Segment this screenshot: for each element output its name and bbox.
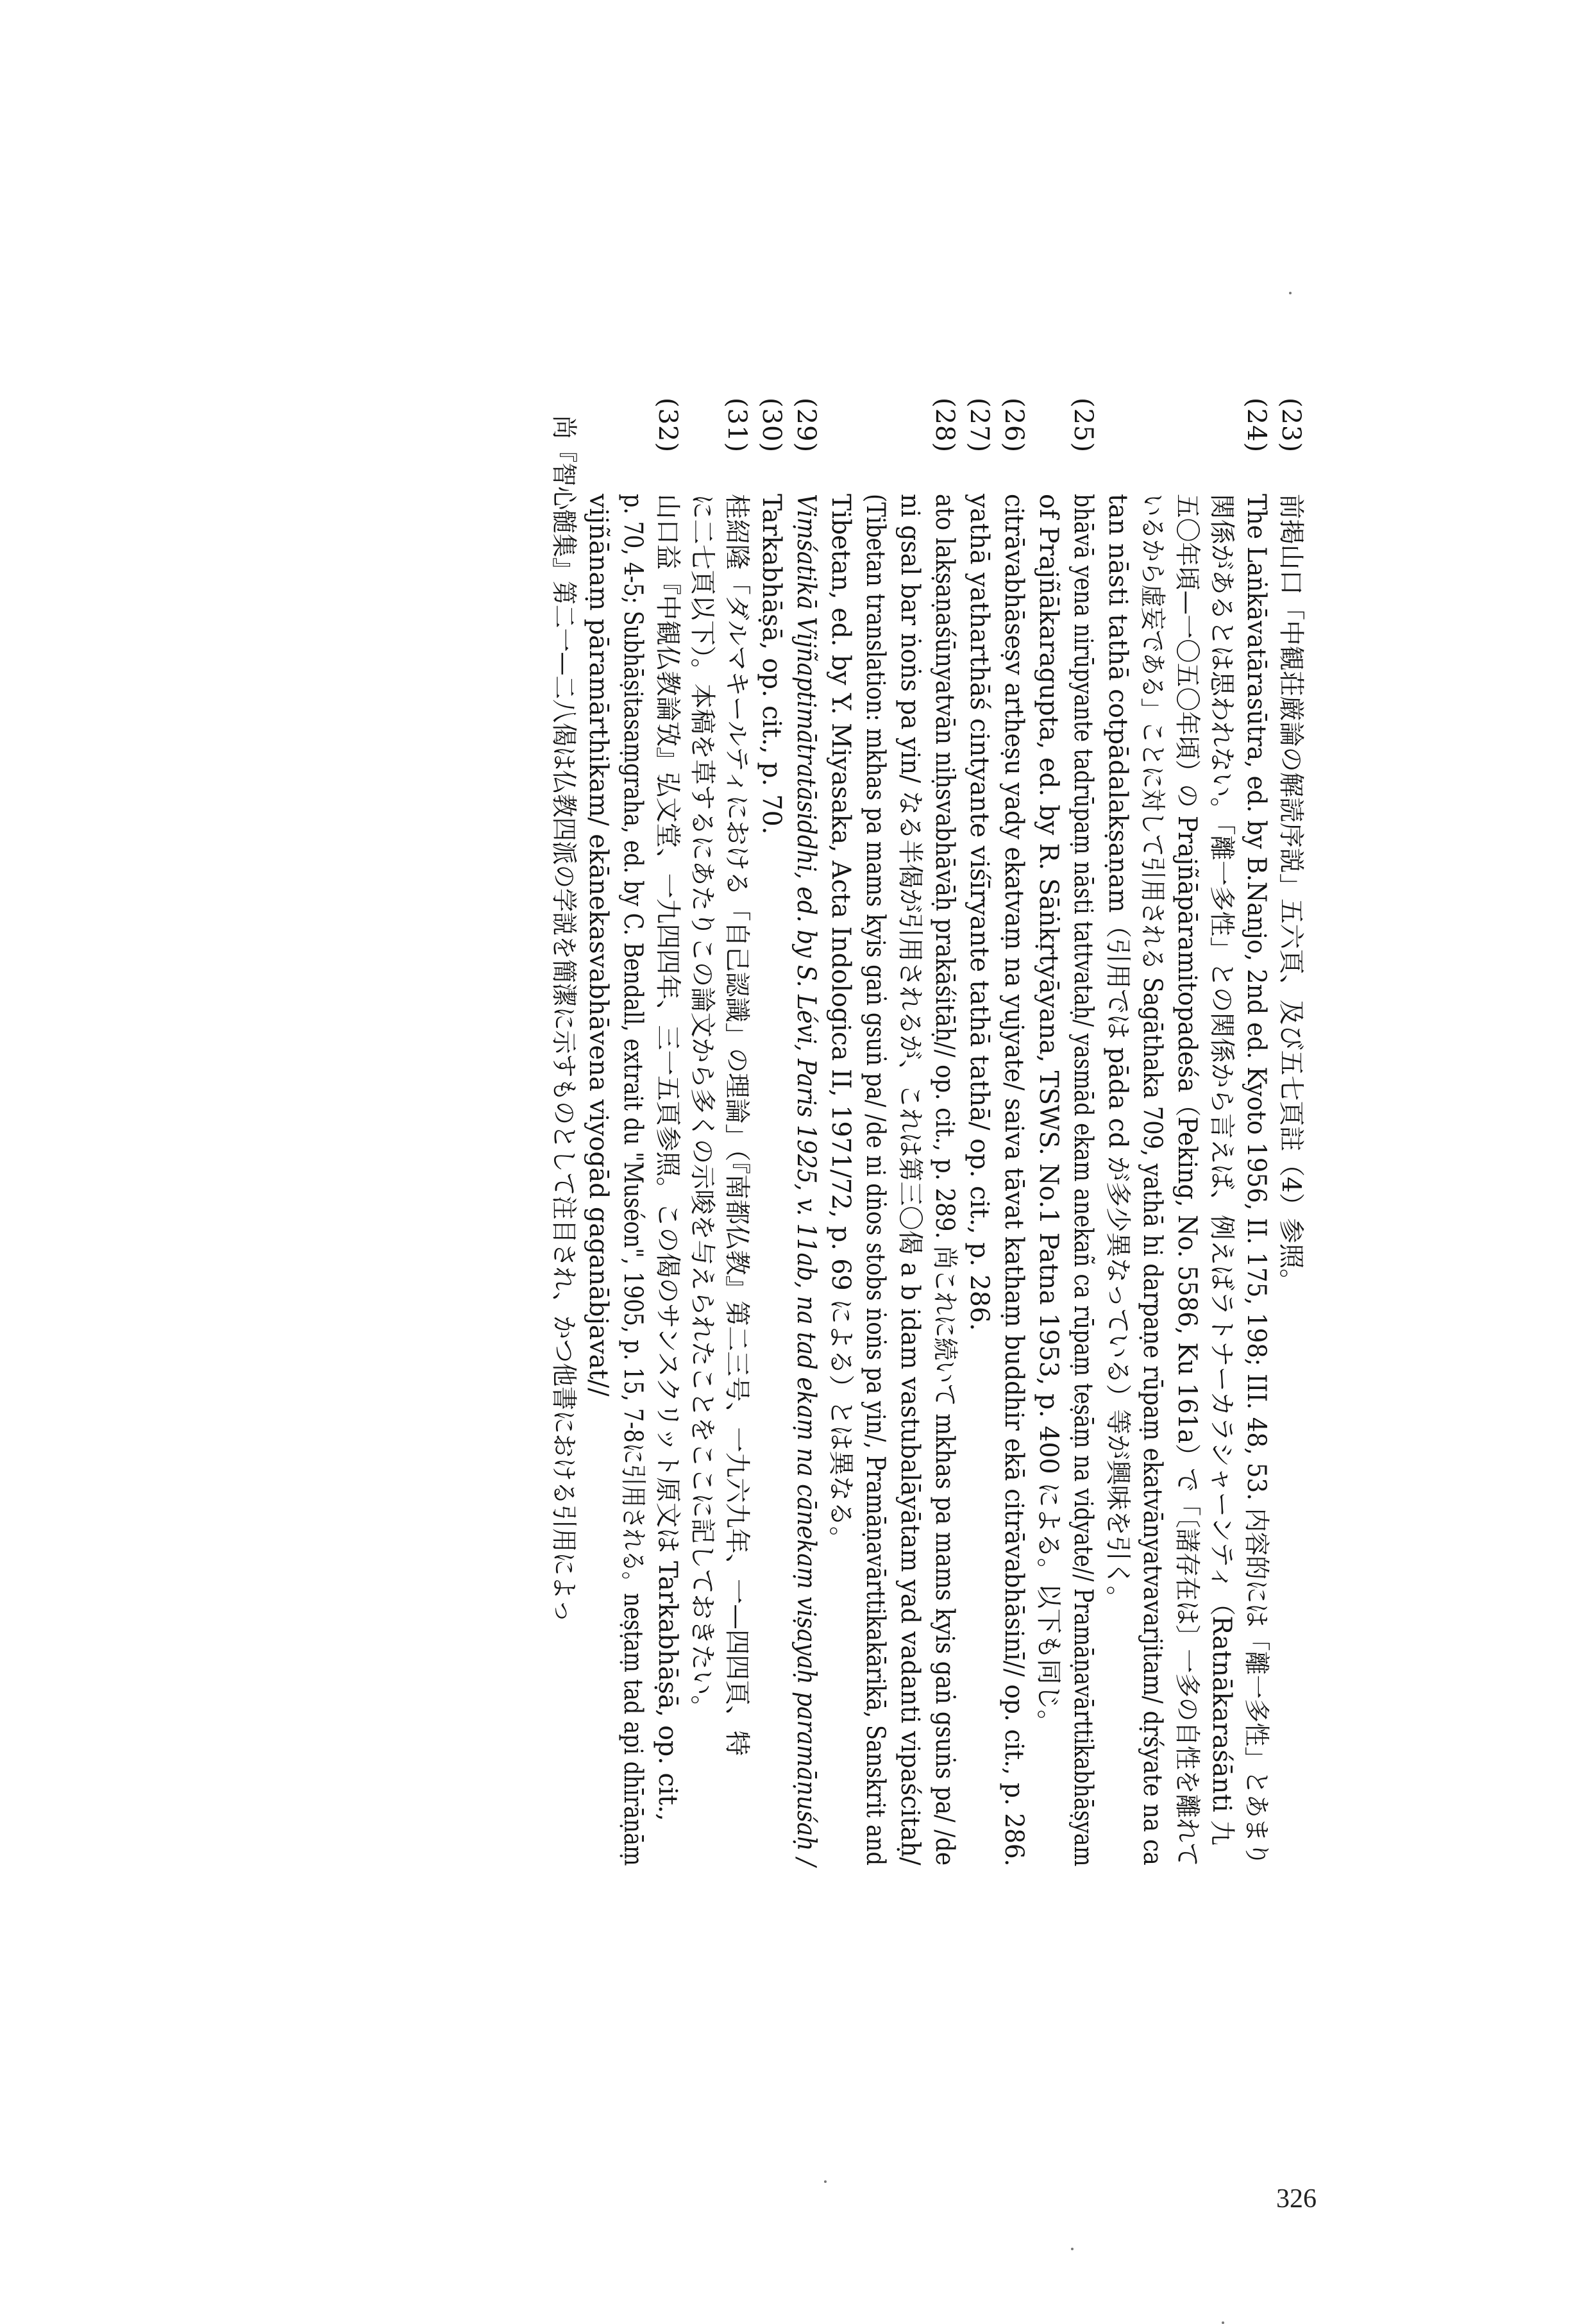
- footnote-line: いるから虚妄である」ことに対して引用される Sagāthaka 709, yathā hi darpaṇe rūpaṃ ekatvānyatvavarjitam/ dṛśyate na ca: [1138, 494, 1167, 1865]
- footnote-number: (23): [1276, 398, 1306, 453]
- footnote-30: [754, 398, 789, 1885]
- footnote-line: Viṃśatikā Vijñaptimātratāsiddhi, ed. by S. Lévi, Paris 1925, v. 11ab, na tad ekaṃ na cānekaṃ viṣayaḥ paramāṇuśaḥ /: [791, 494, 821, 1867]
- footnote-number: (28): [930, 398, 959, 453]
- footnote-number: (32): [653, 398, 682, 453]
- footnote-line: citrāvabhāseṣv artheṣu yady ekatvaṃ na yujyate/ saiva tāvat kathaṃ buddhir ekā citrāvabhāsinī// op. cit., p. 286.: [999, 494, 1029, 1867]
- footnote-line: 五〇年頃—一〇五〇年頃）の Prajñāpāramitopadeśa（Peking, No. 5586, Ku 161a）で「〔諸存在は〕一多の自性を離れて: [1172, 494, 1202, 1867]
- footnote-number: (31): [722, 398, 752, 453]
- footnote-number: (29): [791, 398, 821, 453]
- scan-speck: [1071, 2248, 1074, 2250]
- footnote-line: bhāvā yena nirūpyante tadrūpaṃ nāsti tattvataḥ/ yasmād ekam anekañ ca rūpaṃ teṣāṃ na vidyate// Pramāṇavārttikabhāṣyam: [1068, 494, 1098, 1867]
- footnote-32: [581, 398, 685, 1885]
- footnote-line: Tarkabhāṣā, op. cit., p. 70.: [757, 494, 786, 835]
- footnote-31: [685, 398, 754, 1885]
- scan-speck: [824, 2180, 827, 2183]
- footnote-line: (Tibetan translation: mkhas pa mams kyis gaṅ gsuṅ pa/ /de ni dṅos stobs ṅoṅs pa yin/, Pramāṇavārttikakārikā, Sanskrit and: [861, 494, 890, 1866]
- closing-paragraph: 尚『智心髄集』第二一—二八偈は仏教四派の学説を簡潔に示すものとして注目され、かつ他書における引用によっ: [549, 415, 578, 1623]
- scan-speck: [1289, 292, 1292, 294]
- footnote-line: vijñānaṃ pāramārthikam/ ekānekasvabhāvena viyogād gaganābjavat//: [584, 494, 613, 1397]
- footnote-number: (26): [999, 398, 1029, 453]
- footnote-number: (24): [1242, 398, 1271, 453]
- footnote-number: (25): [1068, 398, 1098, 453]
- footnote-28: [823, 398, 962, 1885]
- footnote-line: p. 70, 4-5; Subhāṣitasaṃgraha, ed. by C. Bendall, extrait du "Muséon", 1905, p. 15, 7-8に引用される。neṣṭaṃ tad api dhīrāṇāṃ: [618, 494, 648, 1866]
- rotated-text-area: [257, 398, 1308, 1885]
- footnote-line: yathā yatharthāś cintyante viśīryante tathā tathā/ op. cit., p. 286.: [965, 494, 994, 1331]
- notes-block: [257, 398, 1308, 1885]
- footnote-number: (27): [965, 398, 994, 453]
- footnote-line: tan nāsti tathā cotpādalakṣaṇam（引用では pāda cd が多少異なっている）等が興味を引く。: [1103, 494, 1133, 1612]
- footnote-line: of Prajñākaragupta, ed. by R. Sāṅkṛtyāyana, TSWS. No.1 Patna 1953, p. 400 による。以下も同じ。: [1034, 494, 1063, 1735]
- footnote-26: [997, 398, 1031, 1885]
- page-number: 326: [1276, 2184, 1317, 2214]
- footnote-line: 桂紹隆「ダルマキールティにおける「自己認識」の理論」（『南都仏教』第二三号、一九六九年、一—四四頁、特: [722, 494, 752, 1756]
- footnote-23: [1274, 398, 1308, 1885]
- footnote-25: [1031, 398, 1100, 1885]
- footnote-line: 山口益『中観仏教論攷』弘文堂、一九四四年、三一五頁参照。この偈のサンスクリット原文は Tarkabhāṣā, op. cit.,: [653, 494, 682, 1821]
- footnote-line: に二七頁以下）。本稿を草するにあたりこの論文から多くの示唆を与えられたことをここに記しておきたい。: [687, 494, 717, 1721]
- footnote-number: (30): [757, 398, 786, 453]
- footnote-line: The Laṅkāvatārasūtra, ed. by B.Nanjo, 2nd ed. Kyoto 1956, II. 175, 198; III. 48, 53. 内容的には「離一多性」とあまり: [1242, 494, 1271, 1866]
- footnote-29: [789, 398, 823, 1885]
- footnote-line: 前掲山口「中観荘厳論の解読序説」五六頁、及び五七頁註（4）参照。: [1276, 494, 1306, 1294]
- footnote-line: Tibetan, ed. by Y. Miyasaka, Acta Indologica II, 1971/72, p. 69 による）とは異なる。: [826, 494, 855, 1552]
- footnote-line: ni gsal bar ṅoṅs pa yin/ なる半偈が引用されるが、これは第三〇偈 a b idam vastubalāyātam yad vadanti vipaścitaḥ/: [895, 494, 925, 1865]
- footnote-line: ato lakṣaṇaśūnyatvān niḥsvabhāvāḥ prakāśitāḥ// op. cit., p. 289. 尚これに続いて mkhas pa mams kyis gaṅ gsuṅs pa/ /de: [930, 494, 959, 1866]
- footnote-line: 関係があるとは思われない。「離一多性」との関係から言えば、例えばラトナーカラシャーンティ（Ratnākaraśānti 九: [1207, 494, 1236, 1846]
- footnote-24: [1100, 398, 1274, 1885]
- footnote-27: [962, 398, 997, 1885]
- scan-speck: [1222, 2321, 1224, 2324]
